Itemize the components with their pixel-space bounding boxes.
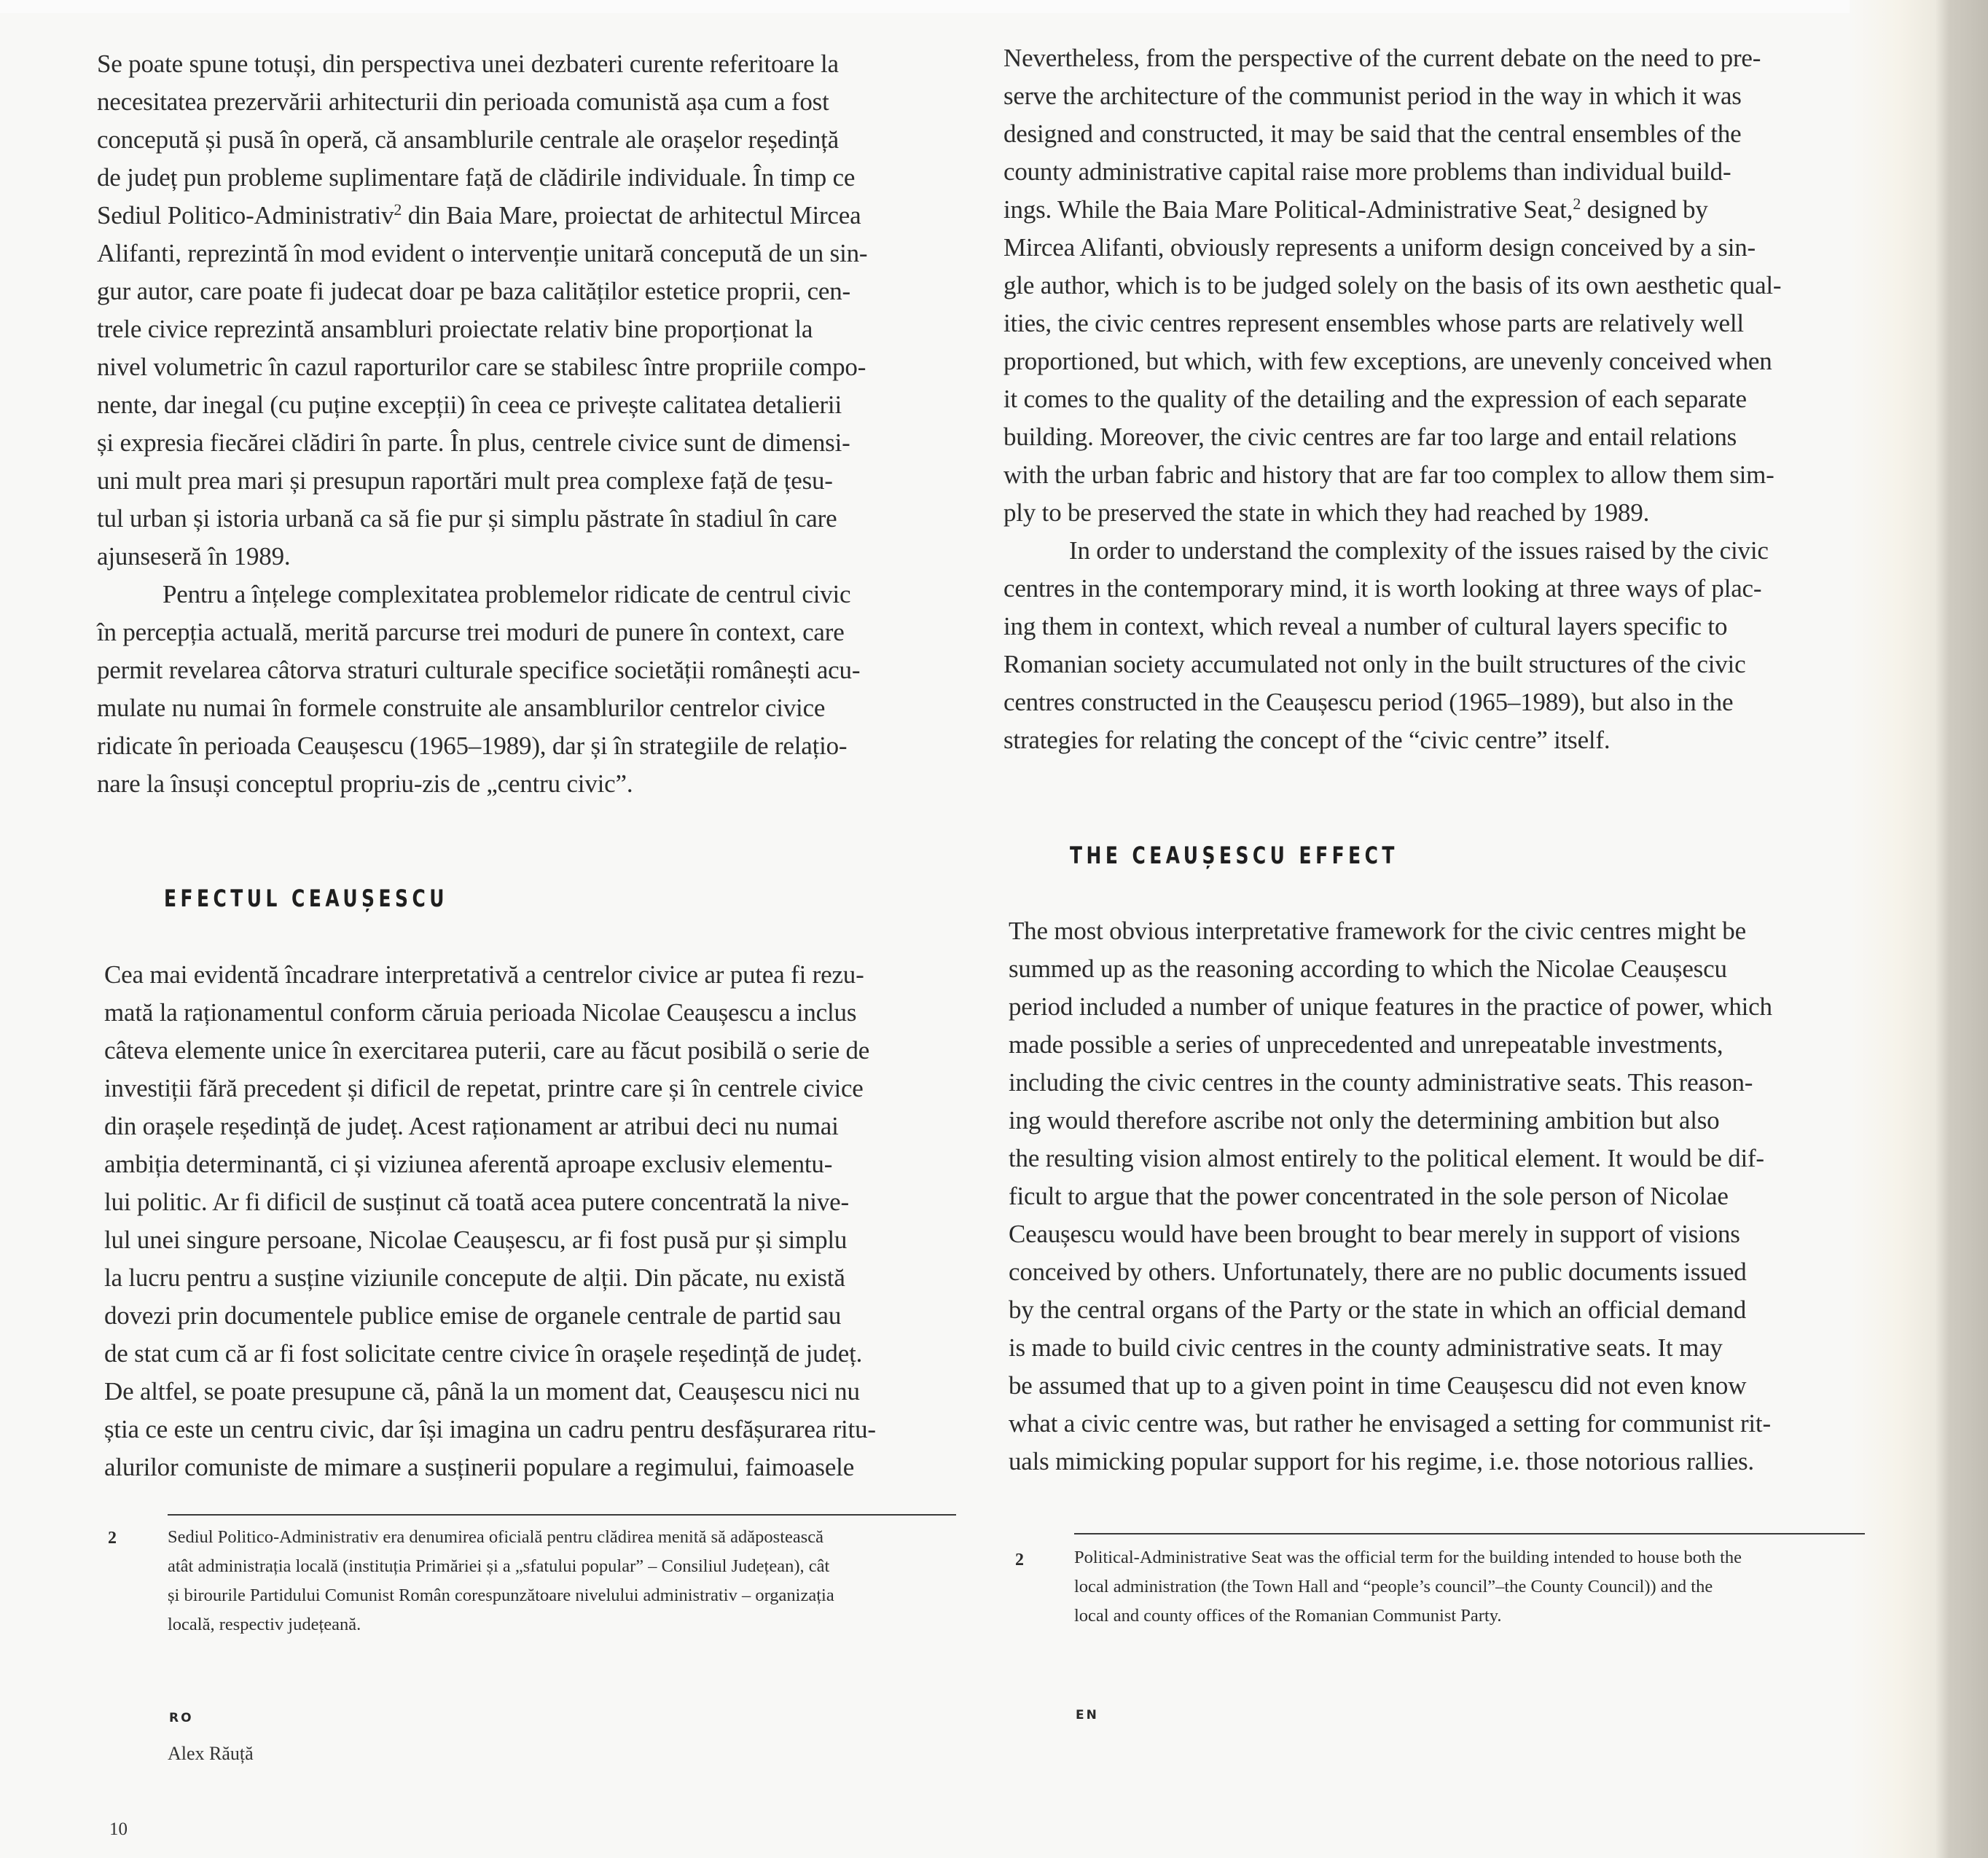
- body-line: proportioned, but which, with few exceptions, are unevenly conceived when: [1003, 347, 1772, 375]
- body-line: be assumed that up to a given point in time Ceaușescu did not even know: [1009, 1371, 1747, 1400]
- body-line: centres constructed in the Ceaușescu period (1965–1989), but also in the: [1003, 688, 1734, 716]
- body-line: necesitatea prezervării arhitecturii din perioada comunistă așa cum a fost: [97, 87, 829, 116]
- body-line: mulate nu numai în formele construite ale ansamblurilor centrelor civice: [97, 694, 826, 722]
- body-line: lui politic. Ar fi dificil de susținut că toată acea putere concentrată la nive-: [104, 1188, 849, 1216]
- body-line: din orașele reședință de județ. Acest raționament ar atribui deci nu numai: [104, 1112, 839, 1140]
- body-line: uni mult prea mari și presupun raportări mult prea complexe față de țesu-: [97, 466, 833, 495]
- body-line: știa ce este un centru civic, dar își imagina un cadru pentru desfășurarea ritu-: [104, 1415, 876, 1443]
- body-line: the resulting vision almost entirely to the political element. It would be dif-: [1009, 1144, 1764, 1172]
- footnote-line: local administration (the Town Hall and “people’s council”–the County Council)) and the: [1074, 1577, 1713, 1596]
- body-line: summed up as the reasoning according to which the Nicolae Ceaușescu: [1009, 955, 1727, 983]
- body-line: concepută și pusă în operă, că ansamblurile centrale ale orașelor reședință: [97, 125, 839, 154]
- author-name: Alex Răuță: [168, 1743, 254, 1764]
- body-line: ing would therefore ascribe not only the determining ambition but also: [1009, 1106, 1720, 1134]
- section-heading-en: THE CEAUȘESCU EFFECT: [1070, 842, 1398, 869]
- footnote-number: 2: [108, 1529, 117, 1548]
- section-heading-ro: EFECTUL CEAUȘESCU: [164, 885, 448, 912]
- body-line: Cea mai evidentă încadrare interpretativă a centrelor civice ar putea fi rezu-: [104, 960, 864, 989]
- body-line: gle author, which is to be judged solely on the basis of its own aesthetic qual-: [1003, 271, 1782, 299]
- body-line: în percepția actuală, merită parcurse trei moduri de punere în context, care: [97, 618, 845, 646]
- column-romanian: [97, 45, 957, 803]
- body-line: ficult to argue that the power concentrated in the sole person of Nicolae: [1009, 1182, 1729, 1210]
- footnote-divider-ro: [168, 1514, 956, 1516]
- body-line: ambiția determinantă, ci și viziunea aferentă aproape exclusiv elementu-: [104, 1150, 833, 1178]
- section-body-ro: [104, 956, 964, 1486]
- body-line: alurilor comuniste de mimare a susținerii populare a regimului, faimoasele: [104, 1453, 855, 1481]
- body-line: de stat cum că ar fi fost solicitate centre civice în orașele reședință de județ.: [104, 1339, 863, 1368]
- language-label-en: EN: [1076, 1708, 1099, 1722]
- body-line: Romanian society accumulated not only in the built structures of the civic: [1003, 650, 1746, 678]
- body-line: building. Moreover, the civic centres are far too large and entail relations: [1003, 423, 1737, 451]
- body-line: ridicate în perioada Ceaușescu (1965–1989), dar și în strategiile de relațio-: [97, 732, 848, 760]
- body-line: is made to build civic centres in the county administrative seats. It may: [1009, 1333, 1723, 1362]
- body-line-with-footnote-ref: [97, 197, 957, 235]
- body-line: what a civic centre was, but rather he envisaged a setting for communist rit-: [1009, 1409, 1771, 1438]
- footnote-en: [1074, 1543, 1742, 1631]
- body-line: mată la raționamentul conform căruia perioada Nicolae Ceaușescu a inclus: [104, 998, 857, 1027]
- body-line: The most obvious interpretative framework for the civic centres might be: [1009, 917, 1746, 945]
- footnote-line: Political-Administrative Seat was the official term for the building intended to house both the: [1074, 1548, 1742, 1567]
- body-line: Se poate spune totuși, din perspectiva unei dezbateri curente referitoare la: [97, 50, 839, 78]
- body-line: nivel volumetric în cazul raporturilor care se stabilesc între propriile compo-: [97, 353, 866, 381]
- body-text: din Baia Mare, proiectat de arhitectul Mircea: [402, 201, 861, 230]
- body-line: permit revelarea câtorva straturi culturale specifice societății românești acu-: [97, 656, 861, 684]
- body-line: In order to understand the complexity of the issues raised by the civic: [1069, 536, 1769, 565]
- scan-top-margin: [0, 0, 1988, 13]
- body-line: Ceaușescu would have been brought to bear merely in support of visions: [1009, 1220, 1740, 1248]
- body-line: uals mimicking popular support for his regime, i.e. those notorious rallies.: [1009, 1447, 1754, 1475]
- footnote-ro: [168, 1523, 834, 1639]
- footnote-line: local and county offices of the Romanian Communist Party.: [1074, 1606, 1502, 1626]
- footnote-line: Sediul Politico-Administrativ era denumirea oficială pentru clădirea menită să adăpostească: [168, 1527, 824, 1547]
- section-body-en: [1009, 912, 1868, 1481]
- body-text: ings. While the Baia Mare Political-Administrative Seat,: [1003, 195, 1573, 224]
- body-line: conceived by others. Unfortunately, there are no public documents issued: [1009, 1258, 1747, 1286]
- body-line: county administrative capital raise more problems than individual build-: [1003, 157, 1731, 186]
- book-spine-shadow: [1850, 0, 1988, 1858]
- body-line: period included a number of unique features in the practice of power, which: [1009, 992, 1772, 1021]
- body-line: tul urban și istoria urbană ca să fie pur și simplu păstrate în stadiul în care: [97, 504, 837, 533]
- footnote-reference[interactable]: 2: [1573, 195, 1581, 213]
- body-line: strategies for relating the concept of the “civic centre” itself.: [1003, 726, 1611, 754]
- body-line: nare la însuși conceptul propriu-zis de „centru civic”.: [97, 769, 633, 798]
- body-line: De altfel, se poate presupune că, până la un moment dat, Ceaușescu nici nu: [104, 1377, 860, 1406]
- body-line: made possible a series of unprecedented and unrepeatable investments,: [1009, 1030, 1723, 1059]
- body-line: including the civic centres in the county administrative seats. This reason-: [1009, 1068, 1753, 1097]
- page-number: 10: [109, 1819, 128, 1839]
- body-line: dovezi prin documentele publice emise de organele centrale de partid sau: [104, 1301, 842, 1330]
- body-line: with the urban fabric and history that are far too complex to allow them sim-: [1003, 460, 1774, 489]
- body-line: Pentru a înțelege complexitatea problemelor ridicate de centrul civic: [163, 580, 851, 608]
- body-line: și expresia fiecărei clădiri în parte. În plus, centrele civice sunt de dimensi-: [97, 428, 850, 457]
- footnote-line: atât administrația locală (instituția Primăriei și a „sfatului popular” – Consiliul Județean), cât: [168, 1556, 830, 1576]
- body-line: de județ pun probleme suplimentare față de clădirile individuale. În timp ce: [97, 163, 856, 192]
- body-line: gur autor, care poate fi judecat doar pe baza calităților estetice proprii, cen-: [97, 277, 851, 305]
- body-line: Nevertheless, from the perspective of the current debate on the need to pre-: [1003, 44, 1761, 72]
- body-line: trele civice reprezintă ansambluri proiectate relativ bine proporționat la: [97, 315, 813, 343]
- footnote-line: locală, respectiv județeană.: [168, 1615, 361, 1634]
- footnote-line: și birourile Partidului Comunist Român corespunzătoare nivelului administrativ – organizația: [168, 1585, 834, 1605]
- body-line: câteva elemente unice în exercitarea puterii, care au făcut posibilă o serie de: [104, 1036, 870, 1065]
- body-text: designed by: [1581, 195, 1708, 224]
- body-line: nente, dar inegal (cu puține excepții) în ceea ce privește calitatea detalierii: [97, 391, 842, 419]
- body-line: by the central organs of the Party or the state in which an official demand: [1009, 1295, 1746, 1324]
- body-line: centres in the contemporary mind, it is worth looking at three ways of plac-: [1003, 574, 1762, 603]
- footnote-reference[interactable]: 2: [394, 200, 402, 219]
- body-line: la lucru pentru a susține viziunile concepute de alții. Din păcate, nu există: [104, 1263, 845, 1292]
- body-line: lul unei singure persoane, Nicolae Ceaușescu, ar fi fost pusă pur și simplu: [104, 1226, 848, 1254]
- body-line: ajunseseră în 1989.: [97, 542, 291, 571]
- footnote-divider-en: [1074, 1533, 1865, 1534]
- body-line-with-footnote-ref: [1003, 191, 1856, 229]
- body-line: investiții fără precedent și dificil de repetat, printre care și în centrele civice: [104, 1074, 864, 1102]
- body-line: it comes to the quality of the detailing and the expression of each separate: [1003, 385, 1747, 413]
- body-line: Alifanti, reprezintă în mod evident o intervenție unitară concepută de un sin-: [97, 239, 868, 267]
- body-line: serve the architecture of the communist period in the way in which it was: [1003, 82, 1742, 110]
- body-line: ing them in context, which reveal a number of cultural layers specific to: [1003, 612, 1728, 640]
- body-line: ply to be preserved the state in which they had reached by 1989.: [1003, 498, 1650, 527]
- language-label-ro: RO: [169, 1711, 194, 1725]
- body-text: Sediul Politico-Administrativ: [97, 201, 394, 230]
- column-english: [1003, 39, 1856, 759]
- body-line: ities, the civic centres represent ensembles whose parts are relatively well: [1003, 309, 1744, 337]
- body-line: designed and constructed, it may be said that the central ensembles of the: [1003, 119, 1742, 148]
- footnote-number: 2: [1015, 1551, 1024, 1569]
- body-line: Mircea Alifanti, obviously represents a uniform design conceived by a sin-: [1003, 233, 1756, 262]
